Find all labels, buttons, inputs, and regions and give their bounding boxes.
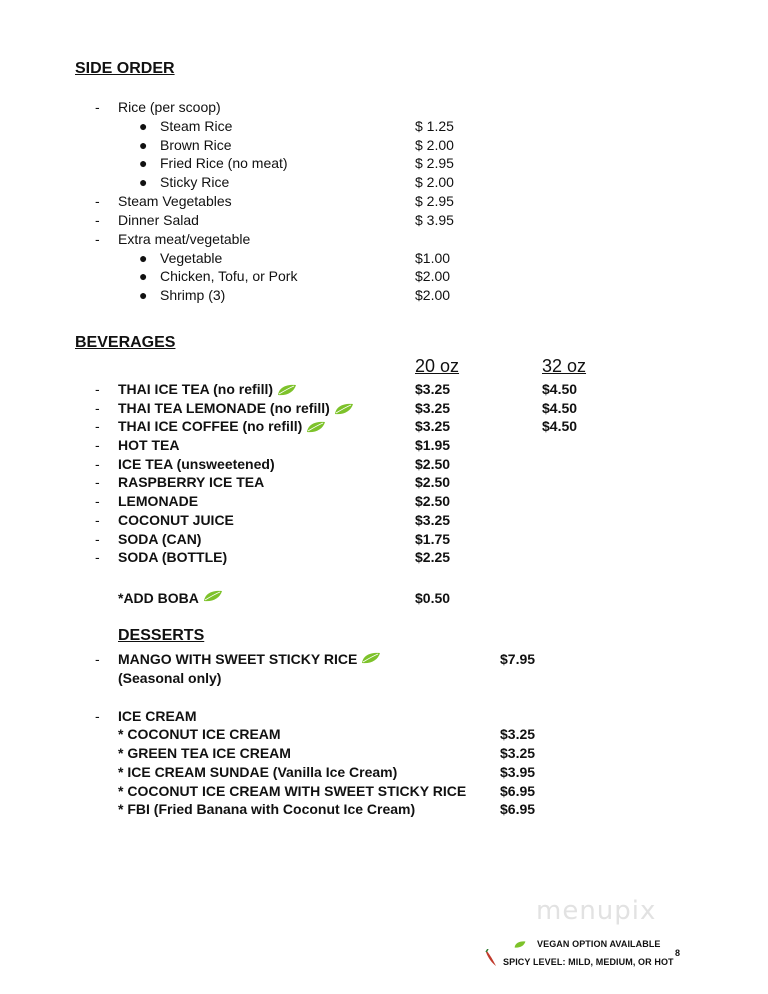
menu-item-name: Chicken, Tofu, or Pork — [160, 268, 298, 284]
menu-item-price: $ 2.95 — [415, 155, 454, 171]
menu-item-name: Steam Rice — [160, 118, 233, 134]
size-20oz-header: 20 oz — [415, 356, 460, 376]
bullet: ● — [139, 287, 148, 303]
vegan-leaf-icon — [361, 652, 381, 664]
beverage-name: SODA (CAN) — [118, 531, 202, 547]
bullet: ● — [139, 174, 148, 190]
ice-cream-label: ICE CREAM — [118, 708, 197, 724]
dessert-name: MANGO WITH SWEET STICKY RICE — [118, 651, 381, 667]
page-number: 8 — [675, 948, 681, 958]
dash: - — [95, 400, 100, 416]
dessert-price: $6.95 — [500, 783, 536, 799]
menu-item-name: Vegetable — [160, 250, 223, 266]
desserts-heading: DESSERTS — [118, 627, 205, 644]
beverage-name: COCONUT JUICE — [118, 512, 234, 528]
dash: - — [95, 549, 100, 565]
menu-item-price: $2.00 — [415, 287, 451, 303]
add-boba: *ADD BOBA — [118, 590, 223, 606]
dessert-price: $6.95 — [500, 801, 536, 817]
side-order-heading: SIDE ORDER — [75, 60, 175, 77]
rice-label: Rice (per scoop) — [118, 99, 221, 115]
dessert-price: $3.95 — [500, 764, 536, 780]
seasonal-note: (Seasonal only) — [118, 670, 222, 686]
vegan-leaf-icon — [306, 421, 326, 433]
menu-item-name: Shrimp (3) — [160, 287, 226, 303]
price-20oz: $3.25 — [415, 512, 451, 528]
menu-item-price: $ 2.00 — [415, 174, 454, 190]
dash: - — [95, 493, 100, 509]
dash: - — [95, 651, 100, 667]
price-20oz: $1.95 — [415, 437, 451, 453]
dash: - — [95, 231, 100, 247]
menu-item-name: Steam Vegetables — [118, 193, 232, 209]
menu-item-name: Sticky Rice — [160, 174, 230, 190]
beverages-heading: BEVERAGES — [75, 334, 176, 351]
dessert-name: * FBI (Fried Banana with Coconut Ice Cream) — [118, 801, 416, 817]
boba-price: $0.50 — [415, 590, 451, 606]
menu-item-price: $ 3.95 — [415, 212, 454, 228]
menu-item-price: $2.00 — [415, 268, 451, 284]
dash: - — [95, 437, 100, 453]
dash: - — [95, 531, 100, 547]
spicy-legend: SPICY LEVEL: MILD, MEDIUM, OR HOT — [503, 957, 674, 967]
beverage-name: LEMONADE — [118, 493, 199, 509]
chili-pepper-icon — [484, 949, 498, 967]
price-20oz: $1.75 — [415, 531, 451, 547]
dash: - — [95, 474, 100, 490]
price-20oz: $3.25 — [415, 418, 451, 434]
bullet: ● — [139, 268, 148, 284]
dessert-price: $3.25 — [500, 745, 536, 761]
price-32oz: $4.50 — [542, 381, 578, 397]
bullet: ● — [139, 118, 148, 134]
menu-item-name: Fried Rice (no meat) — [160, 155, 288, 171]
menupix-watermark: menupix — [536, 896, 657, 926]
dash: - — [95, 212, 100, 228]
vegan-leaf-icon — [277, 384, 297, 396]
beverage-name: THAI ICE TEA (no refill) — [118, 381, 297, 397]
dash: - — [95, 418, 100, 434]
menu-item-price: $1.00 — [415, 250, 451, 266]
menu-item-price: $ 1.25 — [415, 118, 454, 134]
beverage-name: RASPBERRY ICE TEA — [118, 474, 265, 490]
bullet: ● — [139, 137, 148, 153]
beverage-name: SODA (BOTTLE) — [118, 549, 228, 565]
price-20oz: $2.50 — [415, 456, 451, 472]
price-20oz: $3.25 — [415, 381, 451, 397]
dessert-price: $3.25 — [500, 726, 536, 742]
price-32oz: $4.50 — [542, 418, 578, 434]
menu-item-price: $ 2.00 — [415, 137, 454, 153]
bullet: ● — [139, 250, 148, 266]
price-20oz: $2.50 — [415, 493, 451, 509]
dash: - — [95, 512, 100, 528]
beverage-name: ICE TEA (unsweetened) — [118, 456, 275, 472]
menu-item-price: $ 2.95 — [415, 193, 454, 209]
extra-label: Extra meat/vegetable — [118, 231, 251, 247]
dessert-name: * ICE CREAM SUNDAE (Vanilla Ice Cream) — [118, 764, 398, 780]
dash: - — [95, 381, 100, 397]
price-32oz: $4.50 — [542, 400, 578, 416]
beverage-name: THAI TEA LEMONADE (no refill) — [118, 400, 354, 416]
vegan-legend: VEGAN OPTION AVAILABLE — [537, 939, 661, 949]
vegan-leaf-icon — [203, 590, 223, 602]
price-20oz: $3.25 — [415, 400, 451, 416]
dash: - — [95, 193, 100, 209]
dash: - — [95, 99, 100, 115]
dash: - — [95, 708, 100, 724]
dessert-name: * COCONUT ICE CREAM — [118, 726, 281, 742]
dash: - — [95, 456, 100, 472]
vegan-leaf-icon — [514, 940, 526, 949]
vegan-leaf-icon — [334, 403, 354, 415]
dessert-name: * GREEN TEA ICE CREAM — [118, 745, 291, 761]
dessert-name: * COCONUT ICE CREAM WITH SWEET STICKY RICE — [118, 783, 467, 799]
price-20oz: $2.25 — [415, 549, 451, 565]
menu-item-name: Dinner Salad — [118, 212, 199, 228]
dessert-price: $7.95 — [500, 651, 536, 667]
price-20oz: $2.50 — [415, 474, 451, 490]
beverage-name: THAI ICE COFFEE (no refill) — [118, 418, 326, 434]
bullet: ● — [139, 155, 148, 171]
beverage-name: HOT TEA — [118, 437, 180, 453]
size-32oz-header: 32 oz — [542, 356, 587, 376]
menu-item-name: Brown Rice — [160, 137, 232, 153]
